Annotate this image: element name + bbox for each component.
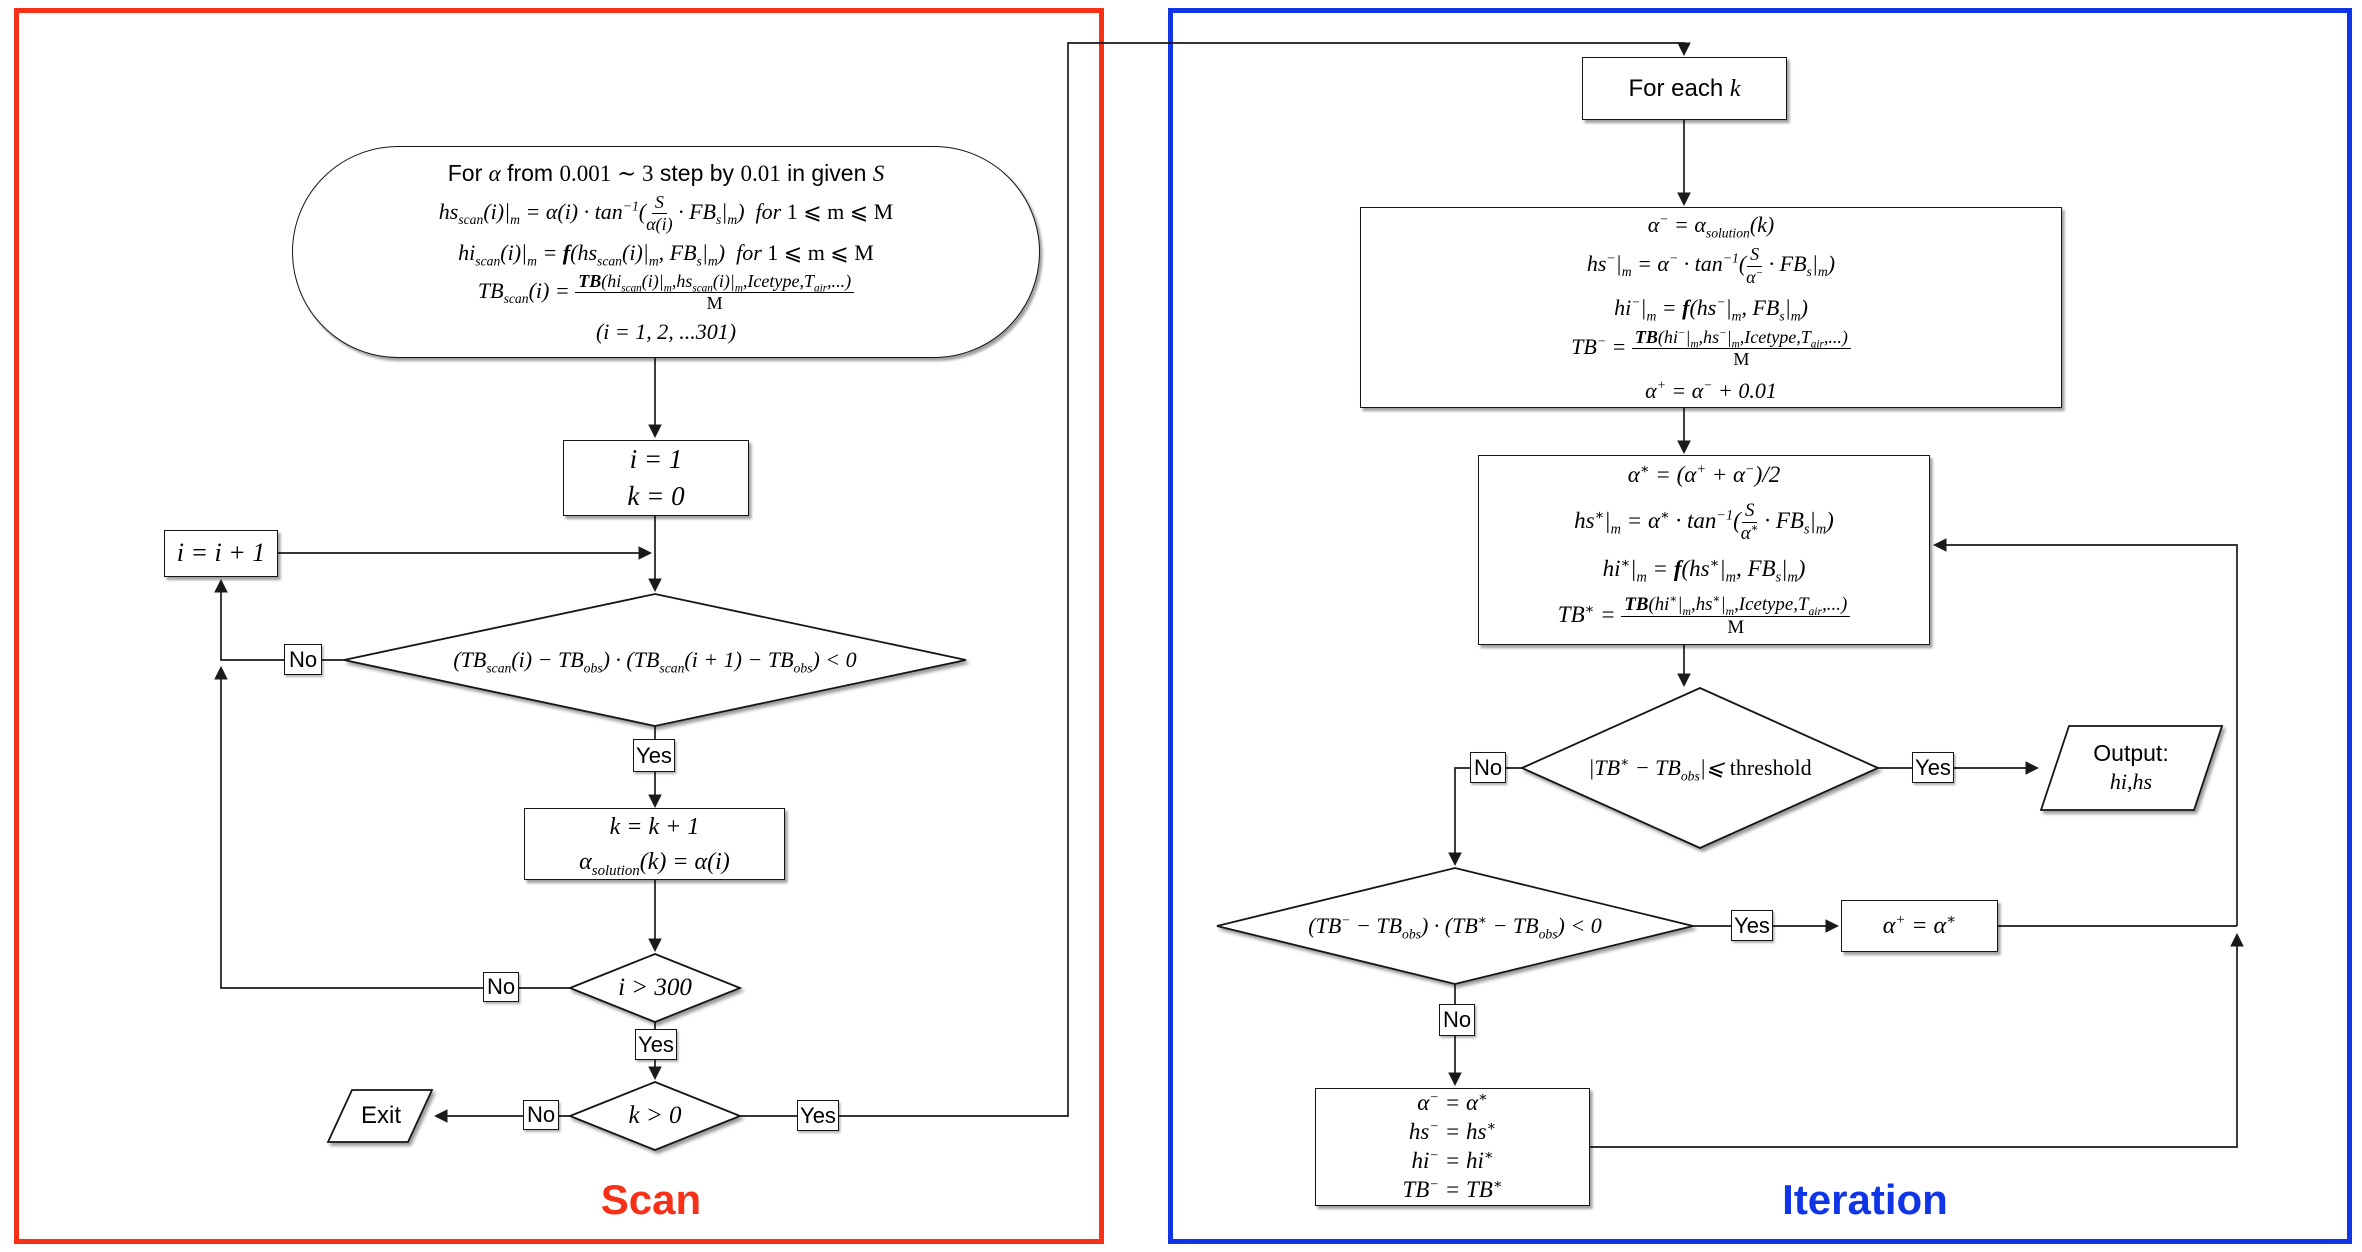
condition-text: i > 300	[618, 974, 692, 1002]
output-variables: hi,hs	[2109, 768, 2153, 794]
no-label-scan-end: No	[483, 972, 519, 1002]
iteration-section-label: Iteration	[1782, 1176, 1948, 1223]
output-text	[2051, 730, 2211, 804]
carry-line: TB− = TB∗	[1402, 1176, 1503, 1203]
foreach-text: For each k	[1628, 74, 1741, 102]
no-label-sign-change: No	[284, 644, 322, 675]
bisect-line: α∗ = (α+ + α−)/2	[1627, 461, 1781, 487]
carry-line: hs− = hs∗	[1408, 1118, 1497, 1145]
threshold-condition-text	[1545, 738, 1855, 798]
yes-label-bracket-sign: Yes	[1731, 910, 1773, 941]
has-solution-condition-text	[585, 1094, 725, 1138]
edge-carry-to-feedback	[1590, 935, 2237, 1147]
stadium-line: For α from 0.001 ∼ 3 step by 0.01 in given S	[447, 159, 885, 186]
bracket-sign-condition-text	[1245, 896, 1665, 956]
bisect-line: $hi^∗|_m = f(hs^∗|_m$, $FB_s|_m$)	[1602, 555, 1806, 586]
exit-label: Exit	[360, 1102, 401, 1129]
upper-update-text: α+ = α∗	[1882, 912, 1957, 939]
scan-end-condition-text	[585, 966, 725, 1010]
init-counters-box	[563, 440, 749, 516]
stadium-line: $hs_{scan}(i)|_m = \alpha(i) \cdot \tan^{-1}$( $\frac{S}{\alpha(i)}$ · $FB_s|_m$) for 1 ⩽ m ⩽ M	[438, 192, 894, 235]
condition-text: $(TB_{scan}(i) - TB_{obs}) \cdot (TB_{scan}(i + 1) - TB_{obs}) < 0$	[453, 647, 857, 676]
output-title: Output:	[2093, 739, 2169, 766]
bisect-line: TB∗ = $\frac{TB(hi^∗|_m,hs^∗|_m,Icetype,T_{air},...)}{M}$	[1558, 594, 1850, 640]
yes-label-scan-end: Yes	[635, 1029, 677, 1060]
scan-section-label: Scan	[600, 1176, 702, 1223]
iter-init-line: α+ = α− + 0.01	[1645, 377, 1777, 403]
record-solution-box	[524, 808, 785, 880]
init-line: k = 0	[627, 480, 685, 511]
bisect-line: $hs^∗|_m = \alpha^∗ \cdot \tan^{-1}$( $\frac{S}{\alpha^∗}$ · $FB_s|_m$)	[1574, 499, 1834, 544]
yes-label-threshold: Yes	[1912, 752, 1954, 783]
iter-init-line: $\alpha^- = \alpha_{solution}(k)$	[1647, 211, 1775, 241]
no-label-threshold: No	[1470, 752, 1506, 783]
carry-line: α− = α∗	[1417, 1089, 1488, 1116]
scan-setup-stadium	[292, 146, 1040, 358]
carry-line: hi− = hi∗	[1411, 1147, 1494, 1174]
edge-signchange-no	[221, 581, 344, 660]
iter-init-line: $hs^-|_m = \alpha^- \cdot \tan^{-1}$( $\frac{S}{\alpha^-}$ · $FB_s|_m$)	[1586, 244, 1836, 287]
no-label-has-solution: No	[523, 1100, 559, 1130]
no-label-bracket-sign: No	[1439, 1004, 1475, 1036]
edge-scanend-no	[221, 668, 570, 988]
init-line: i = 1	[629, 443, 683, 474]
bisection-box	[1478, 455, 1930, 645]
increment-i-box	[164, 530, 278, 577]
iter-init-line: TB− = $\frac{TB(hi^-|_m,hs^-|_m,Icetype,T_{air},...)}{M}$	[1571, 327, 1851, 371]
record-line: k = k + 1	[609, 813, 700, 840]
exit-text	[334, 1094, 428, 1138]
yes-label-has-solution: Yes	[797, 1100, 839, 1131]
upper-update-box	[1841, 900, 1998, 952]
record-line: $\alpha_{solution}(k) = \alpha(i)$	[579, 848, 730, 879]
stadium-line: $TB_{scan}(i)$ = $\frac{TB(hi_{scan}(i)|_m,hs_{scan}(i)|_m,Icetype,T_{air},...)}{M}$	[478, 271, 854, 315]
stadium-line: (i = 1, 2, ...301)	[595, 318, 737, 344]
carry-values-box	[1315, 1088, 1590, 1206]
stadium-line: $hi_{scan}(i)|_m = f(hs_{scan}(i)|_m$, $FB_s|_m$) for 1 ⩽ m ⩽ M	[458, 240, 874, 269]
sign-change-condition-text	[394, 630, 916, 690]
increment-text: i = i + 1	[176, 538, 266, 568]
condition-text: $(TB^- - TB_{obs}) \cdot (TB^∗ - TB_{obs}) < 0$	[1308, 912, 1602, 942]
yes-label-sign-change: Yes	[633, 739, 675, 772]
iter-init-line: $hi^-|_m = f(hs^-|_m$, $FB_s|_m$)	[1614, 294, 1808, 324]
condition-text: $|TB^∗ - TB_{obs}|⩽$ threshold	[1588, 754, 1812, 784]
foreach-k-box	[1582, 57, 1787, 120]
iteration-init-box	[1360, 207, 2062, 408]
condition-text: k > 0	[628, 1102, 682, 1130]
